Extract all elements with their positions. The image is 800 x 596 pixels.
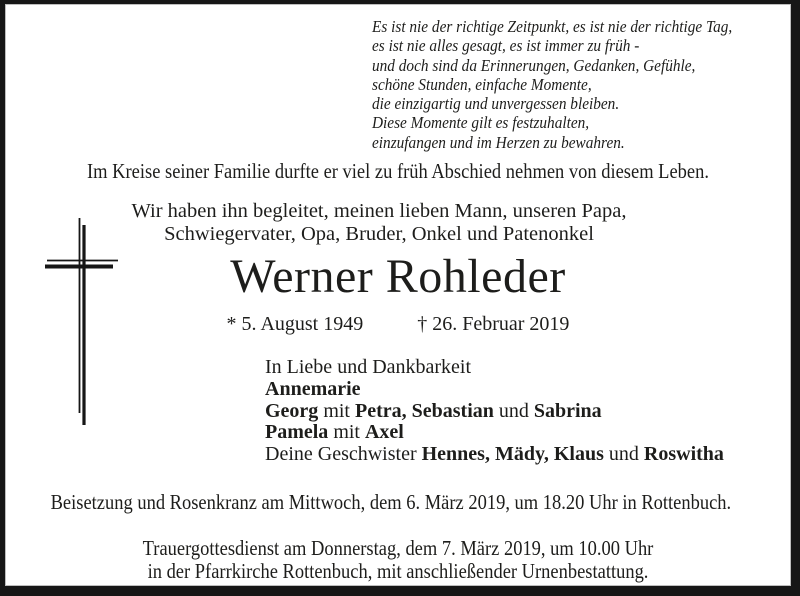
accompaniment-line-1: Wir haben ihn begleitet, meinen lieben Mann, unseren Papa, (131, 200, 627, 222)
mourner-line (265, 379, 724, 401)
mourner-name: Georg (265, 399, 319, 422)
mourner-name: Pamela (265, 421, 329, 444)
accompaniment-line-2: Schwiegervater, Opa, Bruder, Onkel und Patenonkel (164, 223, 594, 245)
mourner-text: und (493, 399, 534, 422)
mourner-name: Sebastian (411, 399, 494, 422)
mourner-name: Klaus (553, 443, 604, 466)
service-line-2: in der Pfarrkirche Rottenbuch, mit anschließender Urnenbestattung. (147, 558, 649, 583)
condolence-intro: In Liebe und Dankbarkeit (265, 356, 472, 378)
mourner-name: Petra, (354, 399, 407, 422)
mourner-name: Sabrina (533, 399, 602, 422)
mourner-name: Axel (364, 421, 404, 444)
poem-line: Es ist nie der richtige Zeitpunkt, es ist nie der richtige Tag, (372, 17, 733, 36)
mourners-list (265, 379, 724, 466)
mourner-name: Mädy, (494, 443, 549, 466)
poem (372, 17, 732, 152)
mourner-name: Annemarie (265, 377, 361, 400)
poem-line: es ist nie alles gesagt, es ist immer zu früh - (372, 36, 640, 56)
poem-line: die einzigartig und unvergessen bleiben. (372, 94, 620, 114)
poem-line: Diese Momente gilt es festzuhalten, (372, 113, 590, 133)
deceased-name: Werner Rohleder (230, 250, 566, 303)
intro-line: Im Kreise seiner Familie durfte er viel zu früh Abschied nehmen von diesem Leben. (87, 159, 709, 183)
mourner-text: und (603, 443, 644, 466)
life-dates (5, 313, 791, 336)
poem-line: schöne Stunden, einfache Momente, (372, 74, 592, 94)
mourner-name: Roswitha (643, 443, 724, 466)
obituary-card (5, 4, 791, 586)
service-announcement (52, 537, 744, 582)
poem-line: und doch sind da Erinnerungen, Gedanken, Gefühle, (372, 55, 696, 75)
mourner-text: mit (318, 399, 355, 422)
service-line-1: Trauergottesdienst am Donnerstag, dem 7. März 2019, um 10.00 Uhr (142, 536, 654, 560)
mourner-name: Hennes, (421, 443, 490, 466)
birth-date: * 5. August 1949 (226, 313, 364, 335)
burial-announcement: Beisetzung und Rosenkranz am Mittwoch, dem 6. März 2019, um 18.20 Uhr in Rottenbuch. (50, 490, 732, 514)
mourner-line (265, 401, 724, 423)
mourner-line (265, 444, 724, 466)
mourner-text: mit (328, 421, 365, 444)
mourner-line (265, 422, 724, 444)
poem-line: einzufangen und im Herzen zu bewahren. (372, 132, 625, 152)
death-date: † 26. Februar 2019 (417, 313, 570, 335)
condolence-block (265, 357, 724, 466)
mourner-text: Deine Geschwister (265, 443, 422, 466)
